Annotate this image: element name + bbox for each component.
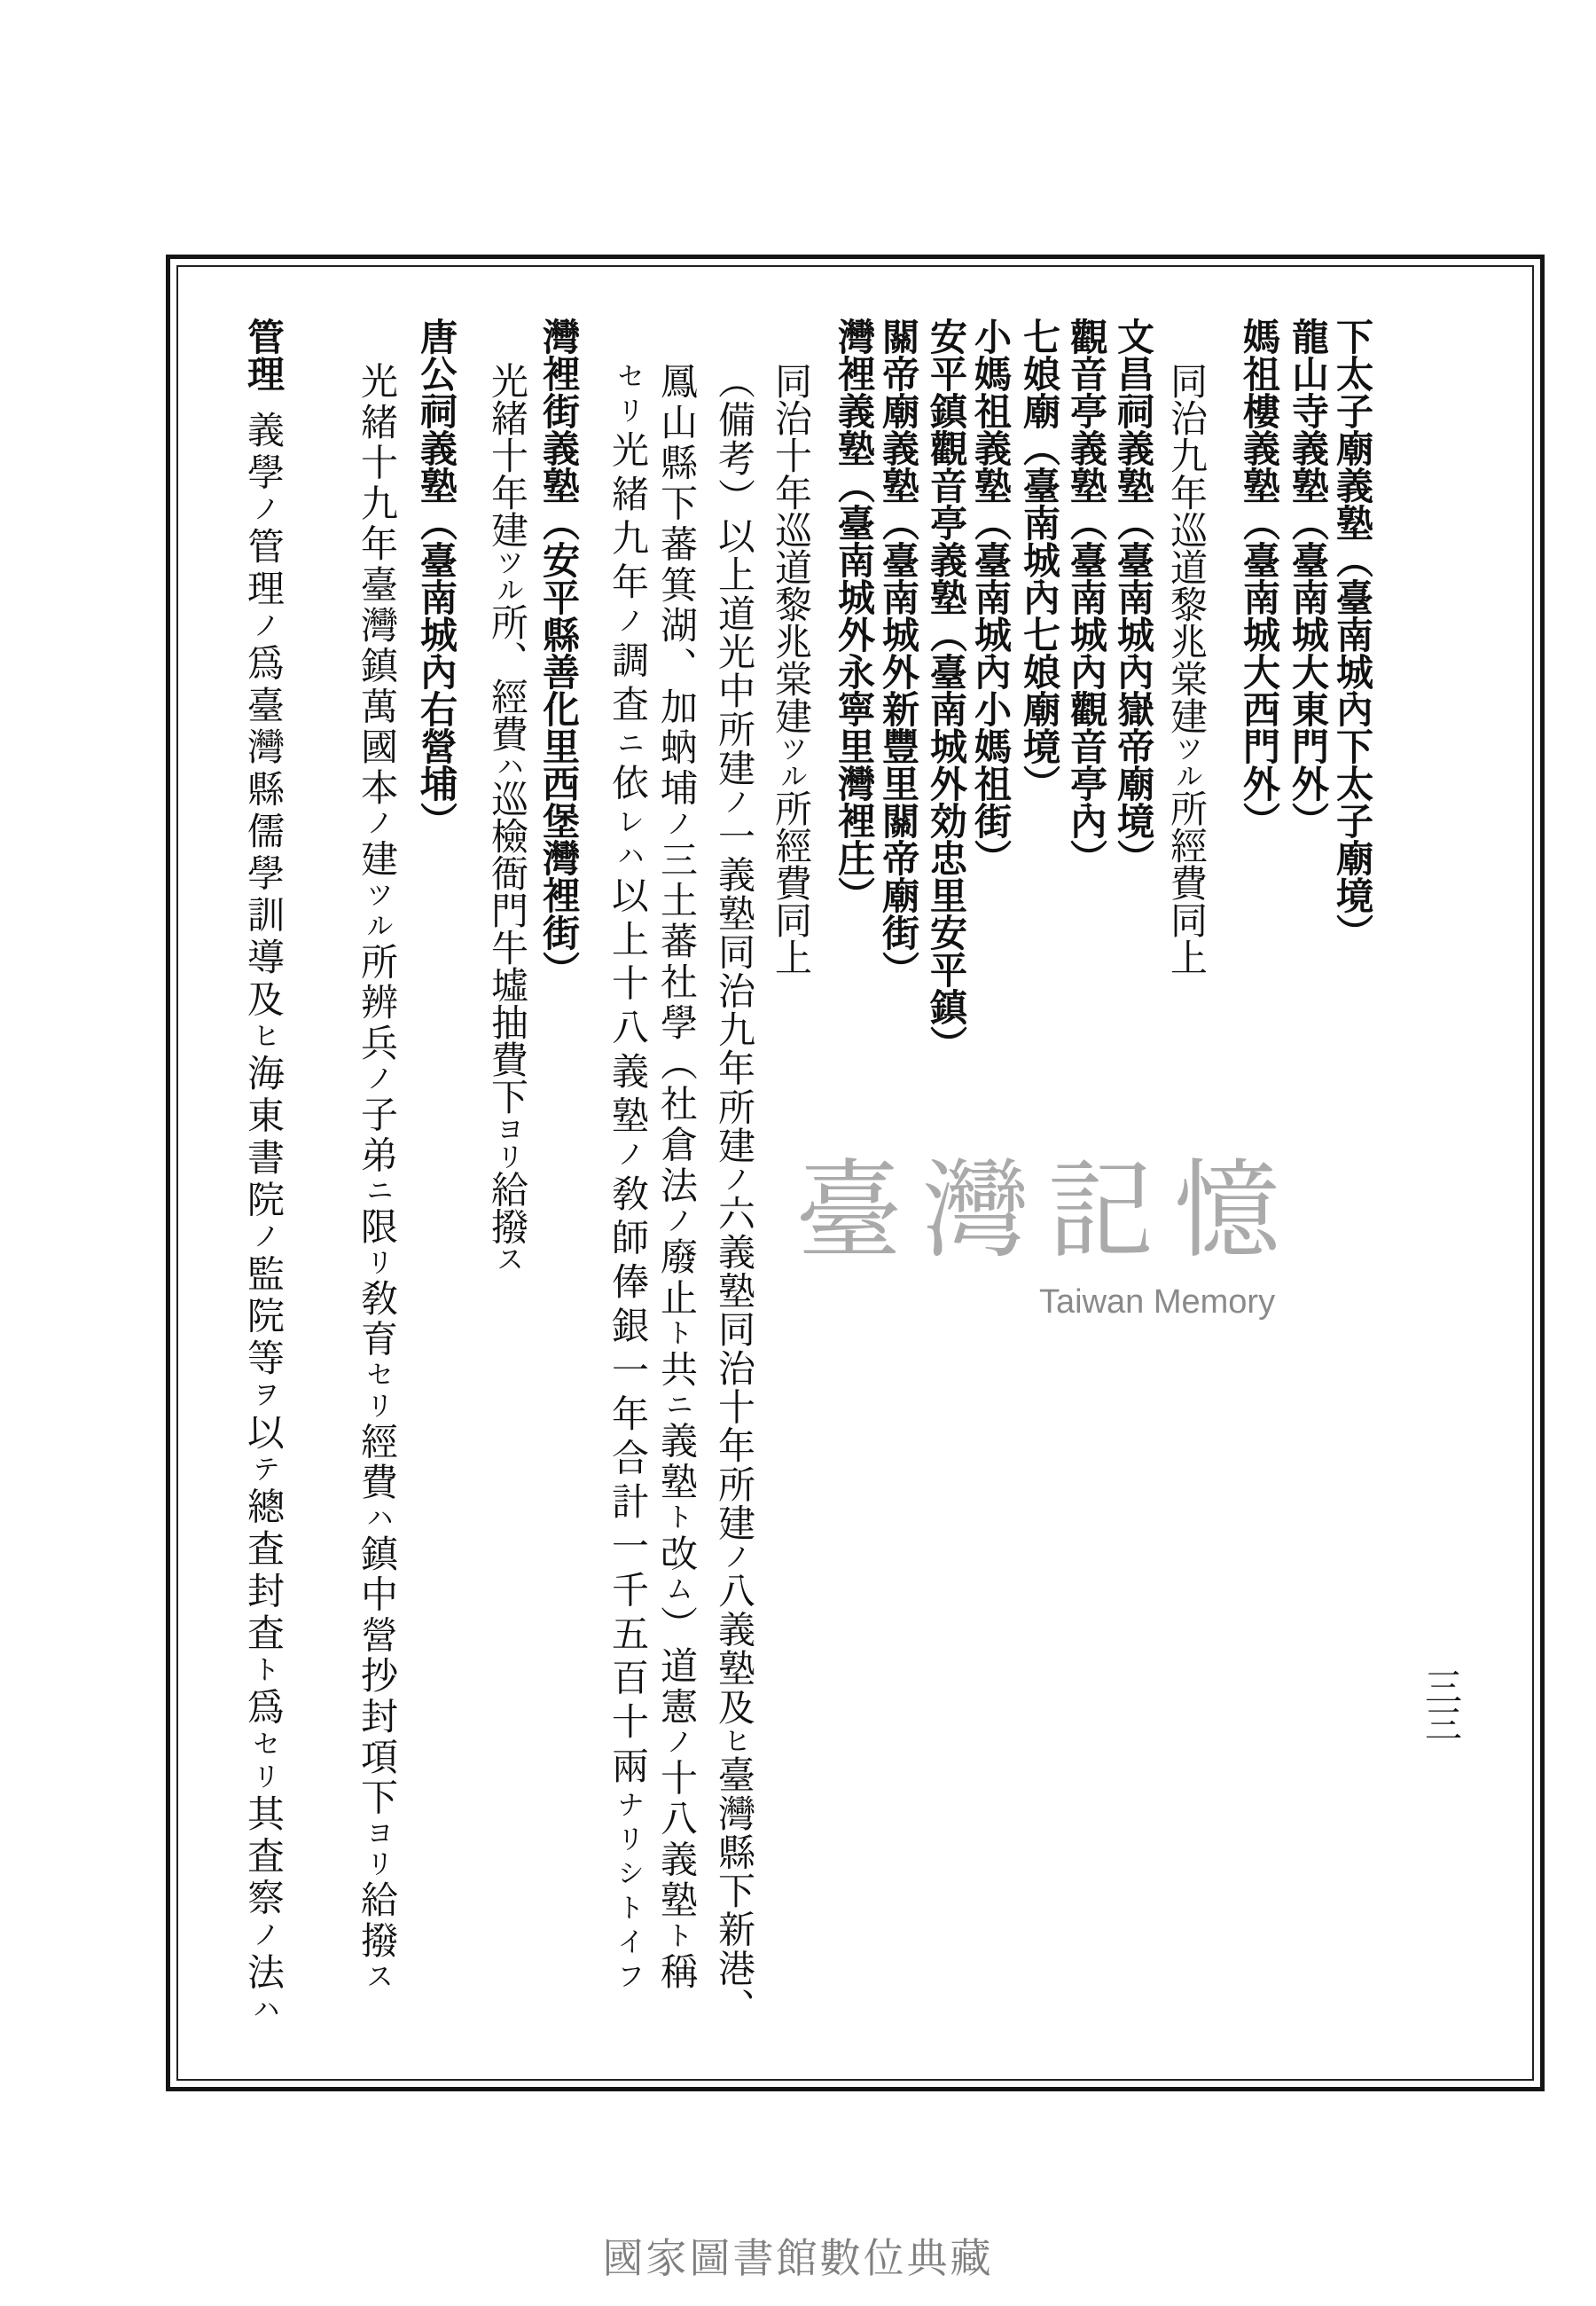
- school-entry: 文昌祠義塾（臺南城內嶽帝廟境）: [1112, 318, 1155, 876]
- remark-line: セリ光緒九年ノ調査ニ依レハ以上十八義塾ノ敎師俸銀一年合計一千五百十兩ナリシトイフ: [606, 362, 650, 1990]
- watermark-logo: 臺灣記憶: [796, 1149, 1300, 1273]
- remark-line: （備考）以上道光中所建ノ一義塾同治九年所建ノ六義塾同治十年所建ノ八義塾及ヒ臺灣縣下新港、: [713, 362, 756, 2026]
- school-entry: 灣裡義塾（臺南城外永寧里灣裡庄）: [833, 318, 876, 914]
- management-text: 義學ノ管理ノ爲臺灣縣儒學訓導及ヒ海東書院ノ監院等ヲ以テ總査封査ト爲セリ其査察ノ法ハ: [242, 411, 286, 2023]
- school-entry: 七娘廟（臺南城內七娘廟境）: [1018, 318, 1061, 802]
- school-entry: 灣裡街義塾（安平縣善化里西堡灣裡街）: [537, 318, 581, 988]
- school-entry: 唐公祠義塾（臺南城內右營埔）: [415, 318, 458, 839]
- remark-line: 鳳山縣下蕃箕湖、加蚋埔ノ三土蕃社學（社倉法ノ廢止ト共ニ義塾ト改ム）道憲ノ十八義塾ト稱: [655, 362, 699, 1990]
- entry-note: 光緒十年建ツル所、經費ハ巡檢衙門牛墟抽費下ヨリ給撥ス: [486, 362, 529, 1273]
- entry-note: 同治十年巡道黎兆棠建ツル所經費同上: [770, 362, 813, 977]
- school-entry: 媽祖樓義塾（臺南城大西門外）: [1238, 318, 1281, 839]
- section-heading-management: 管理: [242, 318, 286, 392]
- school-entry: 下太子廟義塾（臺南城內下太子廟境）: [1331, 318, 1374, 951]
- school-entry: 龍山寺義塾（臺南城大東門外）: [1287, 318, 1330, 839]
- page-number: 三三: [1420, 1667, 1463, 1742]
- school-entry: 安平鎮觀音亭義塾（臺南城外効忠里安平鎮）: [925, 318, 968, 1063]
- watermark-subtitle: Taiwan Memory: [1039, 1283, 1276, 1321]
- school-entry: 小媽祖義塾（臺南城內小媽祖街）: [969, 318, 1013, 876]
- entry-note: 光緒十九年臺灣鎮萬國本ノ建ツル所辨兵ノ子弟ニ限リ敎育セリ經費ハ鎮中營抄封項下ヨリ給撥ス: [356, 362, 399, 1989]
- footer-credit: 國家圖書館數位典藏: [602, 2234, 994, 2282]
- school-entry: 關帝廟義塾（臺南城外新豐里關帝廟街）: [877, 318, 920, 988]
- entry-note: 同治九年巡道黎兆棠建ツル所經費同上: [1165, 362, 1209, 977]
- school-entry: 觀音亭義塾（臺南城內觀音亭內）: [1065, 318, 1108, 876]
